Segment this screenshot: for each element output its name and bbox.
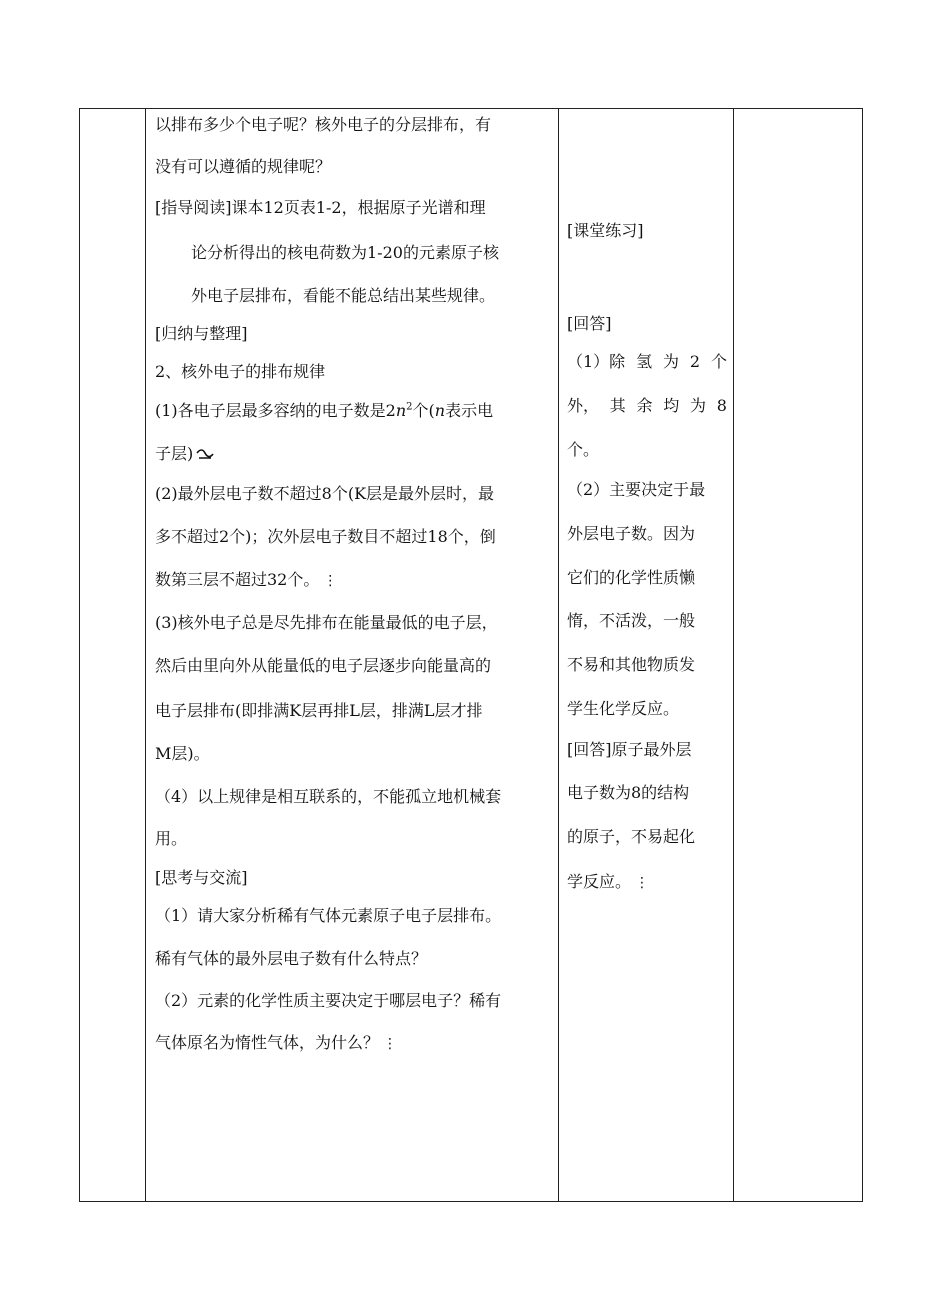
content-line: 电子层排布(即排满K层再排L层，排满L层才排 [155,701,483,720]
answer-line [567,396,727,416]
content-line: 没有可以遵循的规律呢？ [155,157,332,176]
student-activity-cell [567,109,727,1201]
content-line: (2)最外层电子数不超过8个(K层是最外层时，最 [155,484,495,503]
content-line: (3)核外电子总是尽先排布在能量最低的电子层， [155,613,498,632]
content-line: （2）元素的化学性质主要决定于哪层电子？稀有 [155,991,502,1010]
answer-word: 为 [690,396,707,415]
answer-word: 2 [689,352,701,371]
rule-1-line [155,401,493,421]
answer-heading: [回答] [567,314,612,333]
section-heading: 2、核外电子的排布规律 [155,362,326,381]
section-heading: [思考与交流] [155,868,248,887]
formula-exponent: 2 [406,401,413,413]
content-line: 然后由里向外从能量低的电子层逐步向能量高的 [155,656,492,675]
ellipsis-icon: ⋮ [635,875,650,891]
content-line [155,444,215,464]
answer-text: 学反应。 [567,872,632,891]
lesson-plan-table [79,108,863,1202]
practice-heading: [课堂练习] [567,221,644,240]
answer-line: 学生化学反应。 [567,699,680,718]
content-line: M层)。 [155,744,210,763]
answer-line [567,352,727,372]
content-line: 用。 [155,829,188,848]
answer-word: 其 [609,396,626,415]
content-text: 气体原名为惰性气体，为什么？ [155,1033,380,1052]
content-line [155,1033,397,1054]
answer-line: 外层电子数。因为 [567,524,696,543]
formula-after: 表示电 [445,401,494,420]
answer-word: 外， [567,396,600,415]
answer-word: 氢 [636,352,653,371]
answer-line: 它们的化学性质懒 [567,568,696,587]
content-line: 外电子层排布，看能不能总结出某些规律。 [191,286,496,305]
ellipsis-icon: ⋮ [383,1036,398,1052]
answer-word: （1）除 [567,352,626,371]
formula-after: 个( [412,401,435,420]
answer-word: 余 [636,396,653,415]
answer-word: 个 [710,352,727,371]
section-heading: [归纳与整理] [155,324,248,343]
content-line [155,570,337,591]
answer-line: 不易和其他物质发 [567,655,696,674]
content-line: 稀有气体的最外层电子数有什么特点？ [155,949,428,968]
formula-var: n [434,401,446,420]
answer-line: 电子数为8的结构 [567,783,690,802]
answer-line [567,872,649,893]
content-line: 以排布多少个电子呢？核外电子的分层排布，有 [155,115,492,134]
content-line: [指导阅读]课本12页表1-2，根据原子光谱和理 [155,198,486,217]
content-text: 数第三层不超过32个。 [155,570,320,589]
answer-word: 为 [662,352,679,371]
wave-scribble-icon [195,449,215,461]
content-line: 论分析得出的核电荷数为1-20的元素原子核 [191,243,499,262]
ellipsis-icon: ⋮ [323,573,338,589]
answer-word: 8 [716,396,727,415]
content-line: （1）请大家分析稀有气体元素原子电子层排布。 [155,906,502,925]
content-text: 子层) [155,444,194,463]
teaching-content-cell [155,109,553,1201]
answer-line: 惰，不活泼，一般 [567,611,696,630]
formula-var: n [395,401,407,420]
content-line: （4）以上规律是相互联系的，不能孤立地机械套 [155,787,502,806]
answer-line: 个。 [567,440,600,459]
answer-word: 均 [663,396,680,415]
column-divider [145,109,146,1201]
column-divider [558,109,559,1201]
answer-line: 的原子，不易起化 [567,827,696,846]
column-divider [733,109,734,1201]
answer-line: [回答]原子最外层 [567,740,692,759]
answer-line: （2）主要决定于最 [567,480,706,499]
content-line: 多不超过2个)；次外层电子数目不超过18个，倒 [155,527,496,546]
rule-1-text: (1)各电子层最多容纳的电子数是2 [155,401,396,420]
